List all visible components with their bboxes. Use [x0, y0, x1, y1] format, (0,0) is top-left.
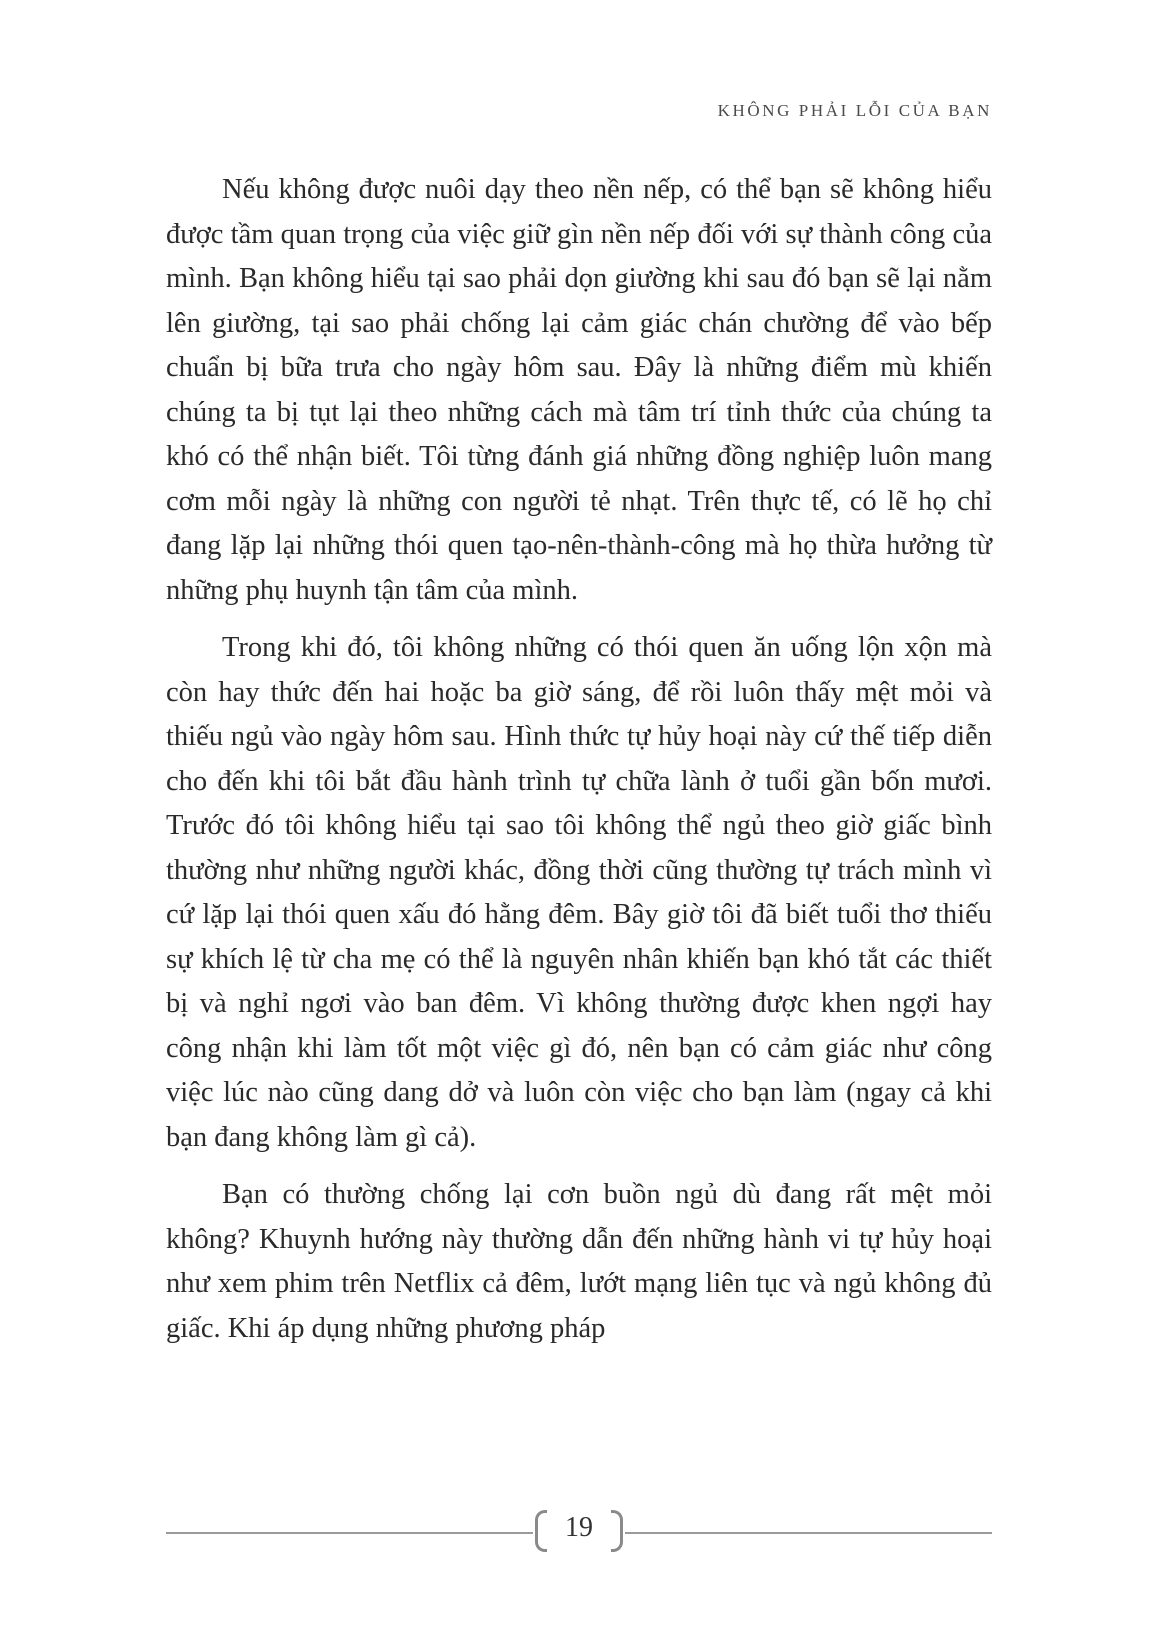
paragraph: Nếu không được nuôi dạy theo nền nếp, có thể bạn sẽ không hiểu được tầm quan trọng của việc giữ gìn nền nếp đối với sự thành công của mình. Bạn không hiểu tại sao phải dọn giường khi sau đó bạn sẽ lại nằm lên giường, tại sao phải chống lại cảm giác chán chường để vào bếp chuẩn bị bữa trưa cho ngày hôm sau. Đây là những điểm mù khiến chúng ta bị tụt lại theo những cách mà tâm trí tỉnh thức của chúng ta khó có thể nhận biết. Tôi từng đánh giá những đồng nghiệp luôn mang cơm mỗi ngày là những con người tẻ nhạt. Trên thực tế, có lẽ họ chỉ đang lặp lại những thói quen tạo-nên-thành-công mà họ thừa hưởng từ những phụ huynh tận tâm của mình. — [166, 174, 992, 606]
running-header: KHÔNG PHẢI LỖI CỦA BẠN — [717, 101, 992, 120]
footer-rule-left — [166, 1532, 533, 1534]
open-bracket-icon — [535, 1510, 547, 1552]
footer-rule-right — [625, 1532, 992, 1534]
paragraph: Trong khi đó, tôi không những có thói quen ăn uống lộn xộn mà còn hay thức đến hai hoặc ba giờ sáng, để rồi luôn thấy mệt mỏi và thiếu ngủ vào ngày hôm sau. Hình thức tự hủy hoại này cứ thế tiếp diễn cho đến khi tôi bắt đầu hành trình tự chữa lành ở tuổi gần bốn mươi. Trước đó tôi không hiểu tại sao tôi không thể ngủ theo giờ giấc bình thường như những người khác, đồng thời cũng thường tự trách mình vì cứ lặp lại thói quen xấu đó hằng đêm. Bây giờ tôi đã biết tuổi thơ thiếu sự khích lệ từ cha mẹ có thể là nguyên nhân khiến bạn khó tắt các thiết bị và nghỉ ngơi vào ban đêm. Vì không thường được khen ngợi hay công nhận khi làm tốt một việc gì đó, nên bạn có cảm giác như công việc lúc nào cũng dang dở và luôn còn việc cho bạn làm (ngay cả khi bạn đang không làm gì cả). — [166, 632, 992, 1153]
body-text — [166, 168, 992, 1351]
page-footer — [166, 1506, 992, 1556]
close-bracket-icon — [611, 1510, 623, 1552]
page-number: 19 — [565, 1512, 593, 1543]
paragraph: Bạn có thường chống lại cơn buồn ngủ dù đang rất mệt mỏi không? Khuynh hướng này thường dẫn đến những hành vi tự hủy hoại như xem phim trên Netflix cả đêm, lướt mạng liên tục và ngủ không đủ giấc. Khi áp dụng những phương pháp — [166, 1179, 992, 1344]
